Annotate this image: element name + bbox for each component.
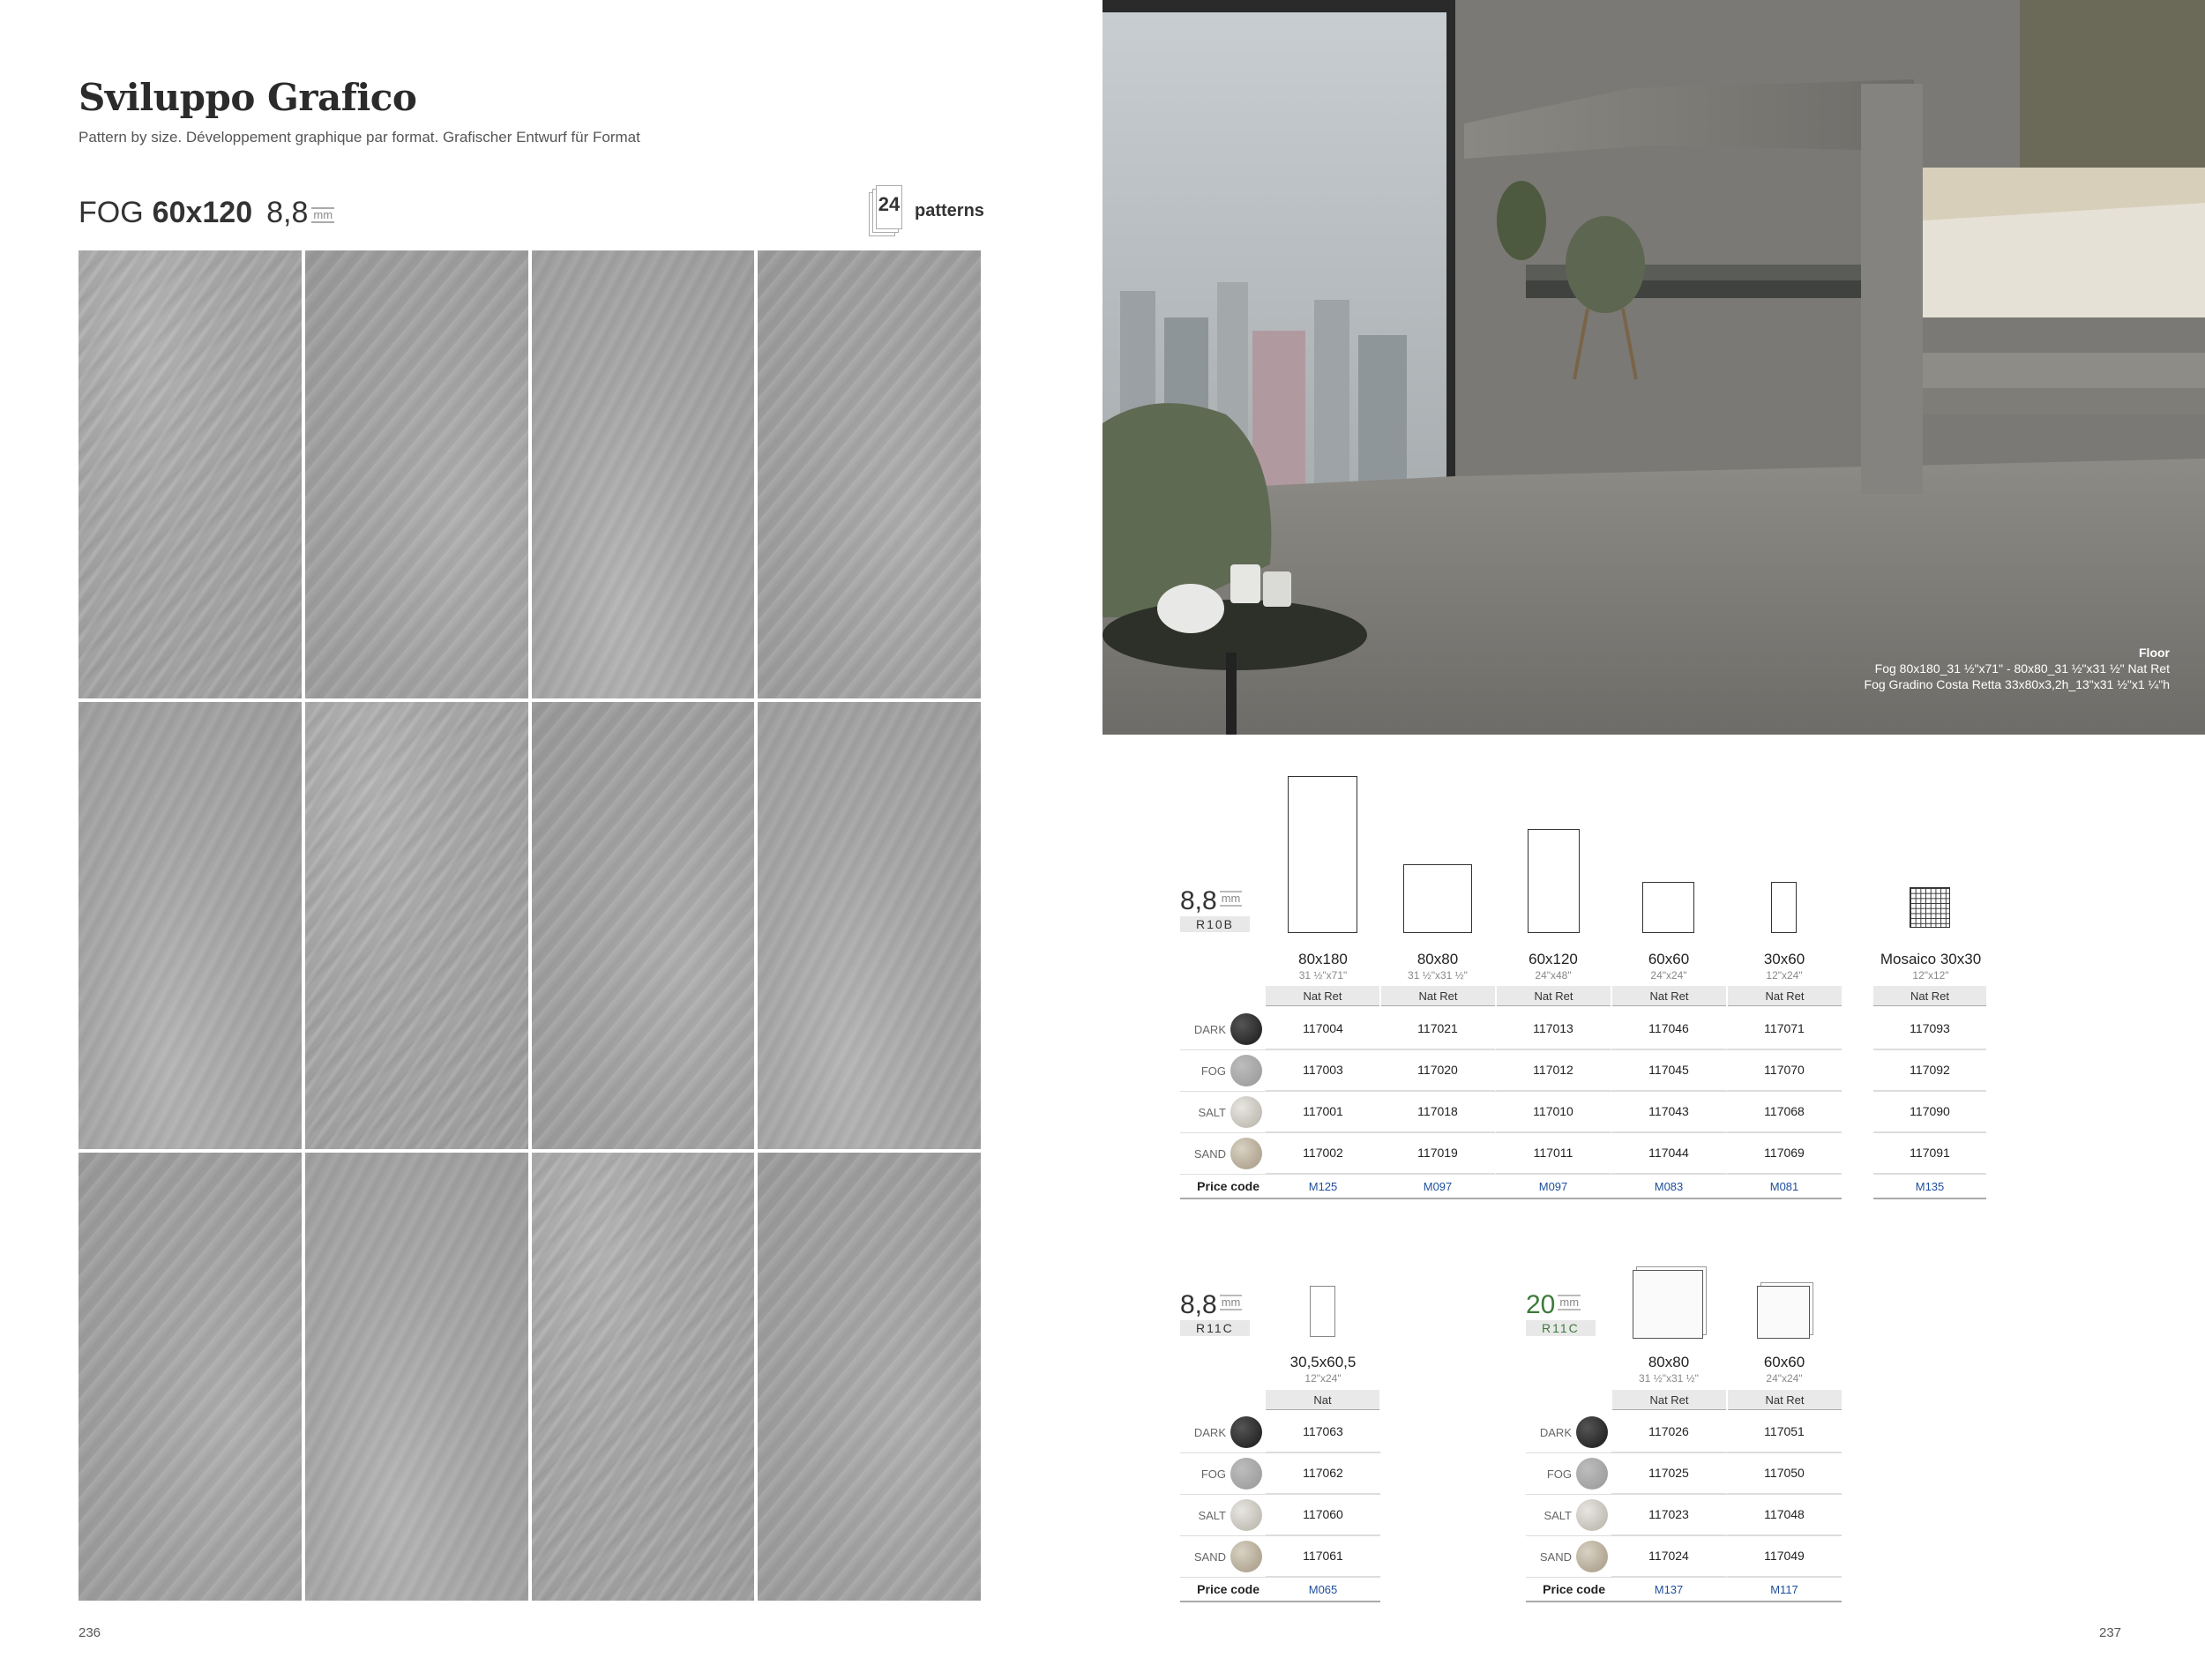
product-code: 117046 <box>1611 1008 1726 1049</box>
size-shape-80x180 <box>1288 776 1357 933</box>
product-code: 117020 <box>1380 1049 1495 1091</box>
patterns-stack-icon <box>869 185 904 236</box>
finish-cell: Nat Ret <box>1728 1390 1842 1410</box>
page-title: Sviluppo Grafico <box>78 76 417 119</box>
price-code: M065 <box>1308 1583 1338 1596</box>
interior-scene <box>1102 0 2205 735</box>
row-label-salt: SALT <box>1198 1106 1226 1119</box>
caption-line-2: Fog Gradino Costa Retta 33x80x3,2h_13"x31 ½"x1 ¼"h <box>1864 677 2170 691</box>
size-shape-80x80-slab <box>1633 1270 1703 1339</box>
size-shape-60x60-slab <box>1757 1286 1810 1339</box>
size-shape-60x60 <box>1642 882 1694 933</box>
page-subtitle: Pattern by size. Développement graphique par format. Grafischer Entwurf für Format <box>78 129 640 146</box>
row-label-salt: SALT <box>1198 1509 1226 1522</box>
finish-cell: Nat Ret <box>1497 986 1611 1006</box>
row-label-salt: SALT <box>1544 1509 1572 1522</box>
product-code: 117023 <box>1611 1494 1726 1535</box>
format-heading <box>78 196 334 231</box>
tile-pattern <box>78 702 302 1150</box>
product-code: 117044 <box>1611 1132 1726 1174</box>
thickness-unit: mm <box>1559 1295 1580 1309</box>
patterns-label: patterns <box>915 200 984 220</box>
product-code: 117071 <box>1727 1008 1842 1049</box>
tile-pattern <box>758 250 981 698</box>
mosaic-grid-icon <box>1910 887 1950 928</box>
price-code: M117 <box>1770 1583 1798 1596</box>
col-header: 30,5x60,5 12"x24" <box>1289 1354 1357 1385</box>
thickness-value: 20 <box>1526 1290 1556 1319</box>
price-code: M135 <box>1915 1180 1945 1193</box>
row-label-sand: SAND <box>1193 1550 1226 1564</box>
row-label-dark: DARK <box>1193 1023 1226 1036</box>
color-swatch-sand <box>1576 1541 1608 1572</box>
row-label-sand: SAND <box>1539 1550 1572 1564</box>
tile-pattern <box>78 1153 302 1601</box>
price-code: M081 <box>1769 1180 1799 1193</box>
color-swatch-fog <box>1230 1458 1262 1490</box>
product-code: 117043 <box>1611 1091 1726 1132</box>
thickness-unit: mm <box>1221 1295 1241 1309</box>
series-name: FOG <box>78 196 144 229</box>
tile-pattern-grid <box>78 250 981 1601</box>
finish-cell: Nat Ret <box>1612 986 1726 1006</box>
slip-rating: R11C <box>1180 1320 1250 1336</box>
product-code: 117093 <box>1873 1008 1986 1049</box>
price-code: M083 <box>1654 1180 1684 1193</box>
tile-pattern <box>532 702 755 1150</box>
size-shape-60x120 <box>1528 829 1580 933</box>
price-code: M125 <box>1308 1180 1338 1193</box>
color-swatch-salt <box>1230 1096 1262 1128</box>
finish-cell: Nat Ret <box>1612 1390 1726 1410</box>
finish-cell: Nat <box>1266 1390 1379 1410</box>
finish-cell: Nat Ret <box>1381 986 1495 1006</box>
finish-cell: Nat Ret <box>1873 986 1986 1006</box>
caption-line-1: Fog 80x180_31 ½"x71" - 80x80_31 ½"x31 ½" Nat Ret <box>1874 661 2170 676</box>
product-code: 117003 <box>1266 1049 1380 1091</box>
tile-pattern <box>305 1153 528 1601</box>
price-code-label: Price code <box>1197 1582 1259 1596</box>
thickness-block-2 <box>1180 1291 1250 1336</box>
color-swatch-salt <box>1576 1499 1608 1531</box>
col-header: Mosaico 30x30 12"x12" <box>1880 951 1982 982</box>
thickness-block-1 <box>1180 887 1250 932</box>
price-code: M137 <box>1654 1583 1684 1596</box>
product-code: 117070 <box>1727 1049 1842 1091</box>
interior-photo <box>1102 0 2205 735</box>
product-code: 117026 <box>1611 1411 1726 1452</box>
row-label-fog: FOG <box>1546 1467 1572 1481</box>
product-code: 117069 <box>1727 1132 1842 1174</box>
color-swatch-dark <box>1576 1416 1608 1448</box>
page-number-left: 236 <box>78 1625 101 1640</box>
product-code: 117011 <box>1496 1132 1611 1174</box>
color-swatch-sand <box>1230 1138 1262 1169</box>
thickness-unit: mm <box>313 208 333 221</box>
caption-title: Floor <box>2139 646 2170 660</box>
finish-cell: Nat Ret <box>1728 986 1842 1006</box>
product-code: 117002 <box>1266 1132 1380 1174</box>
price-code: M097 <box>1538 1180 1568 1193</box>
thickness-unit: mm <box>1221 892 1241 905</box>
thickness-value: 8,8 <box>1180 1290 1217 1319</box>
patterns-badge <box>869 185 984 236</box>
product-code: 117012 <box>1496 1049 1611 1091</box>
row-label-sand: SAND <box>1193 1147 1226 1161</box>
color-swatch-dark <box>1230 1013 1262 1045</box>
thickness-value: 8,8 <box>266 196 309 229</box>
thickness-block-3 <box>1526 1291 1596 1336</box>
format-size: 60x120 <box>152 196 253 229</box>
product-code: 117063 <box>1266 1411 1380 1452</box>
tile-pattern <box>758 702 981 1150</box>
product-code: 117045 <box>1611 1049 1726 1091</box>
product-code: 117050 <box>1727 1452 1842 1494</box>
product-code: 117051 <box>1727 1411 1842 1452</box>
product-code: 117062 <box>1266 1452 1380 1494</box>
page-number-right: 237 <box>2099 1625 2122 1640</box>
size-shape-30x60 <box>1310 1286 1335 1337</box>
price-code-label: Price code <box>1543 1582 1605 1596</box>
col-header: 80x180 31 ½"x71" <box>1298 951 1348 982</box>
row-label-dark: DARK <box>1539 1426 1572 1439</box>
slip-rating: R11C <box>1526 1320 1596 1336</box>
patterns-count: 24 <box>876 185 902 229</box>
finish-cell: Nat Ret <box>1266 986 1379 1006</box>
tile-pattern <box>532 1153 755 1601</box>
thickness-value: 8,8 <box>1180 886 1217 915</box>
col-header: 80x80 31 ½"x31 ½" <box>1639 1354 1699 1385</box>
product-code: 117092 <box>1873 1049 1986 1091</box>
col-header: 60x120 24"x48" <box>1529 951 1578 982</box>
product-code: 117018 <box>1380 1091 1495 1132</box>
tile-pattern <box>305 702 528 1150</box>
product-code: 117010 <box>1496 1091 1611 1132</box>
product-code: 117024 <box>1611 1535 1726 1577</box>
tile-pattern <box>78 250 302 698</box>
color-swatch-fog <box>1576 1458 1608 1490</box>
product-code: 117061 <box>1266 1535 1380 1577</box>
product-code: 117021 <box>1380 1008 1495 1049</box>
product-code: 117060 <box>1266 1494 1380 1535</box>
slip-rating: R10B <box>1180 916 1250 932</box>
row-label-dark: DARK <box>1193 1426 1226 1439</box>
tile-pattern <box>758 1153 981 1601</box>
row-label-fog: FOG <box>1200 1064 1226 1078</box>
product-code: 117025 <box>1611 1452 1726 1494</box>
tile-pattern <box>532 250 755 698</box>
color-swatch-fog <box>1230 1055 1262 1086</box>
product-code: 117019 <box>1380 1132 1495 1174</box>
product-code: 117004 <box>1266 1008 1380 1049</box>
product-code: 117091 <box>1873 1132 1986 1174</box>
color-swatch-salt <box>1230 1499 1262 1531</box>
size-shape-30x60 <box>1771 882 1797 933</box>
tile-pattern <box>305 250 528 698</box>
product-code: 117049 <box>1727 1535 1842 1577</box>
col-header: 30x60 12"x24" <box>1763 951 1805 982</box>
product-code: 117001 <box>1266 1091 1380 1132</box>
size-shape-80x80 <box>1403 864 1472 933</box>
row-label-fog: FOG <box>1200 1467 1226 1481</box>
product-code: 117013 <box>1496 1008 1611 1049</box>
color-swatch-sand <box>1230 1541 1262 1572</box>
col-header: 80x80 31 ½"x31 ½" <box>1408 951 1468 982</box>
product-code: 117048 <box>1727 1494 1842 1535</box>
product-code: 117068 <box>1727 1091 1842 1132</box>
color-swatch-dark <box>1230 1416 1262 1448</box>
col-header: 60x60 24"x24" <box>1763 1354 1805 1385</box>
col-header: 60x60 24"x24" <box>1648 951 1690 982</box>
price-code: M097 <box>1423 1180 1453 1193</box>
photo-caption <box>1865 645 2170 692</box>
price-code-label: Price code <box>1197 1179 1259 1193</box>
product-code: 117090 <box>1873 1091 1986 1132</box>
